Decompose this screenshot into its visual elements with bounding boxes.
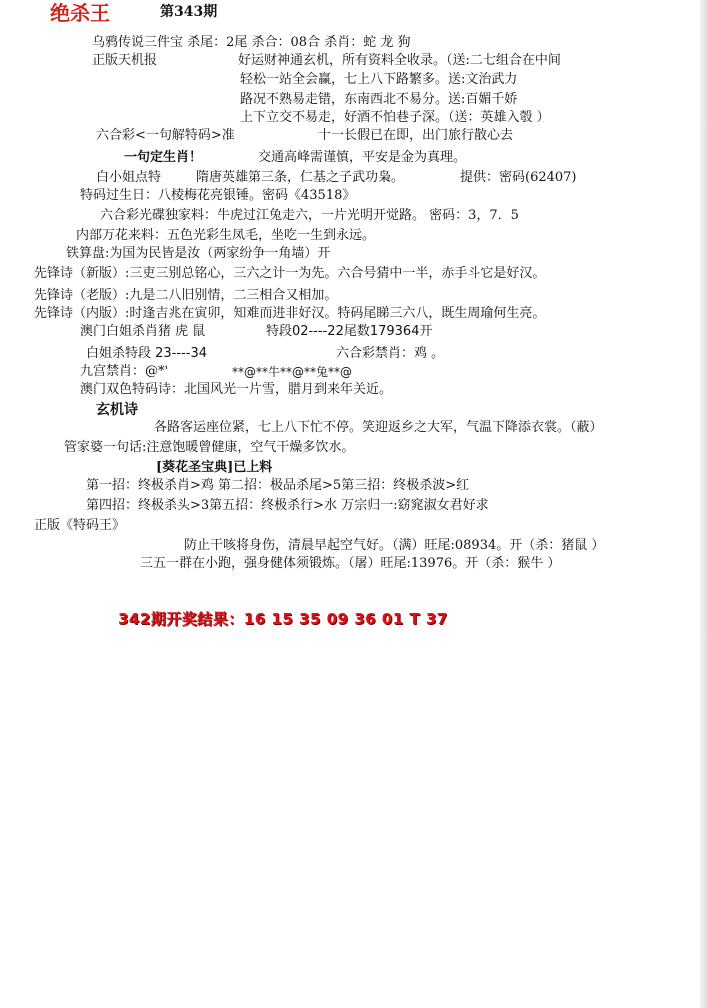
bai-xiaojie-verse: 隋唐英雄第三条，仁基之子武功枭。 [196,170,405,185]
provided-password: 提供：密码(62407) [460,170,577,185]
nine-palace-banned: 九宫禁肖：@*' [80,364,169,379]
lottery-banned-zodiac: 六合彩禁肖：鸡 。 [336,346,445,361]
nine-palace-pattern: **@**牛**@**兔**@ [232,365,353,379]
internal-flower-line: 内部万花来料：五色光彩生凤毛，坐吃一生到永远。 [76,228,376,243]
baijie-kill-segment: 白姐杀特段 23----34 [86,346,207,361]
tianji-verse-2: 轻松一站全会赢，七上八下路繁多。送:文治武力 [240,72,518,87]
special-king-verse-2: 三五一群在小跑，强身健体须锻炼。（屠）旺尾:13976。开（杀：猴牛 ） [140,556,561,571]
tianji-verse-3: 路况不熟易走错，东南西北不易分。送:百媚千娇 [240,92,518,107]
issue-number: 第343期 [160,4,218,20]
special-birthday-line: 特码过生日：八棱梅花亮银锤。密码《43518》 [80,188,356,203]
zodiac-sentence-verse: 交通高峰需谨慎，平安是金为真理。 [258,150,467,165]
macau-double-color-poem: 澳门双色特码诗：北国风光一片雪，腊月到来年关近。 [80,382,393,397]
heading-mystery-poem: 玄机诗 [96,402,138,418]
draw-result-banner: 342期开奖结果：16 15 35 09 36 01 T 37 [118,610,448,628]
pioneer-poem-internal: 先锋诗（内版）:时逢吉兆在寅卯，知难而进非好汉。特码尾睇三六八，既生周瑜何生亮。 [34,306,546,321]
abacus-line: 铁算盘:为国为民皆是汝（两家纷争一角墙）开 [66,246,331,261]
crow-legend-line: 乌鸦传说三件宝 杀尾：2尾 杀合：08合 杀肖：蛇 龙 狗 [92,35,411,50]
macau-baijie-kill-line: 澳门白姐杀肖猪 虎 鼠 [80,324,206,339]
page-edge-shadow [700,0,708,1008]
mystery-poem-verse: 各路客运座位紧，七上八下忙不停。笑迎返乡之大军，气温下降添衣裳。（蔽） [154,420,603,435]
heading-bai-xiaojie: 白小姐点特 [96,170,162,185]
heading-one-sentence: 六合彩<一句解特码>准 [96,128,235,143]
heading-sunflower-book: [葵花圣宝典]已上料 [156,460,273,475]
heading-special-king: 正版《特码王》 [34,518,126,533]
tianji-verse-1: 好运财神通玄机，所有资料全收录。（送:二七组合在中间 [238,53,561,68]
disc-exclusive-line: 六合彩光碟独家料：牛虎过江兔走六，一片光明开觉路。 密码：3，7．5 [100,208,519,223]
one-sentence-verse: 十一长假已在即，出门旅行散心去 [318,128,514,143]
moves-four-to-five: 第四招：终极杀头>3第五招：终极杀行>水 万宗归一:窈窕淑女君好求 [86,498,489,513]
tianji-verse-4: 上下立交不易走，好酒不怕巷子深。（送：英雄入彀 ） [240,110,550,125]
document-title: 绝杀王 [50,1,110,25]
pioneer-poem-new: 先锋诗（新版）:三吏三别总铭心，三六之计一为先。六合号猜中一半，赤手斗它是好汉。 [34,266,546,281]
moves-one-to-three: 第一招：终极杀肖>鸡 第二招：极品杀尾>5第三招：终极杀波>红 [86,478,470,493]
housekeeper-sentence: 管家婆一句话:注意饱暖曾健康，空气干燥多饮水。 [64,440,355,455]
heading-zodiac-sentence: 一句定生肖！ [124,150,203,165]
special-segment-line: 特段02----22尾数179364开 [266,324,433,339]
heading-tianji-report: 正版天机报 [92,53,158,68]
special-king-verse-1: 防止干咳将身伤，清晨早起空气好。（满）旺尾:08934。开（杀：猪鼠 ） [184,538,605,553]
pioneer-poem-old: 先锋诗（老版）:九是二八旧别情，二三相合又相加。 [34,288,338,303]
